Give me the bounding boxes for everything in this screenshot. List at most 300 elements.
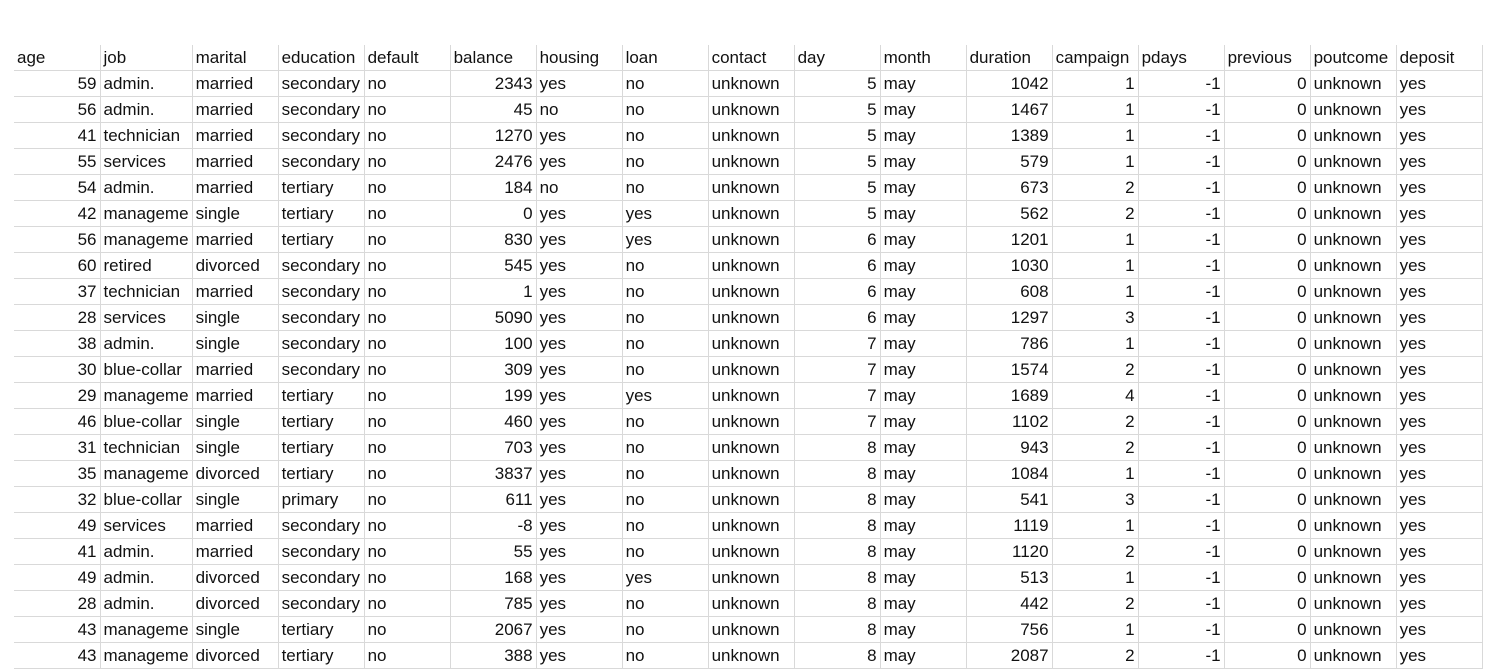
cell-duration[interactable]: 1120	[966, 539, 1052, 565]
cell-contact[interactable]: unknown	[708, 357, 794, 383]
cell-marital[interactable]: single	[192, 617, 278, 643]
cell-pdays[interactable]: -1	[1138, 253, 1224, 279]
cell-loan[interactable]: no	[622, 253, 708, 279]
cell-deposit[interactable]: yes	[1396, 461, 1482, 487]
cell-poutcome[interactable]: unknown	[1310, 97, 1396, 123]
cell-housing[interactable]: no	[536, 97, 622, 123]
cell-job[interactable]: admin.	[100, 71, 192, 97]
cell-day[interactable]: 7	[794, 357, 880, 383]
cell-campaign[interactable]: 2	[1052, 435, 1138, 461]
cell-contact[interactable]: unknown	[708, 123, 794, 149]
cell-job[interactable]: admin.	[100, 565, 192, 591]
cell-duration[interactable]: 786	[966, 331, 1052, 357]
cell-default[interactable]: no	[364, 357, 450, 383]
cell-job[interactable]: services	[100, 149, 192, 175]
cell-age[interactable]: 46	[14, 409, 100, 435]
cell-campaign[interactable]: 2	[1052, 357, 1138, 383]
cell-duration[interactable]: 541	[966, 487, 1052, 513]
cell-previous[interactable]: 0	[1224, 565, 1310, 591]
column-header-campaign[interactable]: campaign	[1052, 45, 1138, 71]
cell-deposit[interactable]: yes	[1396, 149, 1482, 175]
cell-job[interactable]: manageme	[100, 617, 192, 643]
cell-job[interactable]: technician	[100, 279, 192, 305]
cell-deposit[interactable]: yes	[1396, 435, 1482, 461]
cell-housing[interactable]: yes	[536, 305, 622, 331]
cell-loan[interactable]: no	[622, 97, 708, 123]
cell-marital[interactable]: married	[192, 383, 278, 409]
cell-balance[interactable]: -8	[450, 513, 536, 539]
cell-pdays[interactable]: -1	[1138, 123, 1224, 149]
cell-duration[interactable]: 1574	[966, 357, 1052, 383]
cell-loan[interactable]: no	[622, 279, 708, 305]
cell-day[interactable]: 8	[794, 643, 880, 669]
cell-marital[interactable]: single	[192, 435, 278, 461]
cell-deposit[interactable]: yes	[1396, 71, 1482, 97]
cell-campaign[interactable]: 1	[1052, 253, 1138, 279]
cell-age[interactable]: 56	[14, 227, 100, 253]
cell-marital[interactable]: single	[192, 305, 278, 331]
cell-education[interactable]: secondary	[278, 305, 364, 331]
cell-day[interactable]: 5	[794, 123, 880, 149]
cell-day[interactable]: 5	[794, 149, 880, 175]
cell-housing[interactable]: yes	[536, 279, 622, 305]
cell-contact[interactable]: unknown	[708, 435, 794, 461]
cell-campaign[interactable]: 2	[1052, 591, 1138, 617]
cell-month[interactable]: may	[880, 617, 966, 643]
cell-previous[interactable]: 0	[1224, 383, 1310, 409]
cell-campaign[interactable]: 1	[1052, 227, 1138, 253]
column-header-job[interactable]: job	[100, 45, 192, 71]
cell-deposit[interactable]: yes	[1396, 123, 1482, 149]
cell-marital[interactable]: married	[192, 279, 278, 305]
cell-duration[interactable]: 1389	[966, 123, 1052, 149]
cell-default[interactable]: no	[364, 487, 450, 513]
cell-pdays[interactable]: -1	[1138, 435, 1224, 461]
cell-age[interactable]: 55	[14, 149, 100, 175]
cell-poutcome[interactable]: unknown	[1310, 201, 1396, 227]
cell-contact[interactable]: unknown	[708, 643, 794, 669]
cell-loan[interactable]: no	[622, 487, 708, 513]
cell-education[interactable]: tertiary	[278, 643, 364, 669]
cell-deposit[interactable]: yes	[1396, 357, 1482, 383]
cell-age[interactable]: 35	[14, 461, 100, 487]
cell-balance[interactable]: 785	[450, 591, 536, 617]
cell-job[interactable]: manageme	[100, 227, 192, 253]
cell-housing[interactable]: yes	[536, 539, 622, 565]
cell-campaign[interactable]: 2	[1052, 175, 1138, 201]
cell-default[interactable]: no	[364, 253, 450, 279]
cell-default[interactable]: no	[364, 565, 450, 591]
column-header-loan[interactable]: loan	[622, 45, 708, 71]
cell-deposit[interactable]: yes	[1396, 331, 1482, 357]
cell-duration[interactable]: 1689	[966, 383, 1052, 409]
cell-balance[interactable]: 460	[450, 409, 536, 435]
cell-day[interactable]: 7	[794, 409, 880, 435]
cell-deposit[interactable]: yes	[1396, 305, 1482, 331]
cell-balance[interactable]: 199	[450, 383, 536, 409]
cell-education[interactable]: secondary	[278, 123, 364, 149]
cell-previous[interactable]: 0	[1224, 305, 1310, 331]
cell-age[interactable]: 49	[14, 565, 100, 591]
cell-deposit[interactable]: yes	[1396, 487, 1482, 513]
cell-loan[interactable]: yes	[622, 227, 708, 253]
cell-loan[interactable]: no	[622, 305, 708, 331]
cell-deposit[interactable]: yes	[1396, 617, 1482, 643]
cell-age[interactable]: 31	[14, 435, 100, 461]
cell-poutcome[interactable]: unknown	[1310, 71, 1396, 97]
cell-previous[interactable]: 0	[1224, 149, 1310, 175]
cell-pdays[interactable]: -1	[1138, 565, 1224, 591]
cell-day[interactable]: 6	[794, 253, 880, 279]
cell-pdays[interactable]: -1	[1138, 227, 1224, 253]
cell-previous[interactable]: 0	[1224, 539, 1310, 565]
cell-loan[interactable]: no	[622, 617, 708, 643]
cell-loan[interactable]: no	[622, 357, 708, 383]
cell-day[interactable]: 8	[794, 487, 880, 513]
cell-poutcome[interactable]: unknown	[1310, 227, 1396, 253]
cell-day[interactable]: 6	[794, 305, 880, 331]
cell-poutcome[interactable]: unknown	[1310, 435, 1396, 461]
cell-housing[interactable]: yes	[536, 591, 622, 617]
cell-loan[interactable]: no	[622, 643, 708, 669]
cell-deposit[interactable]: yes	[1396, 227, 1482, 253]
cell-balance[interactable]: 2067	[450, 617, 536, 643]
cell-contact[interactable]: unknown	[708, 279, 794, 305]
cell-age[interactable]: 60	[14, 253, 100, 279]
cell-marital[interactable]: divorced	[192, 591, 278, 617]
cell-previous[interactable]: 0	[1224, 513, 1310, 539]
cell-poutcome[interactable]: unknown	[1310, 279, 1396, 305]
cell-age[interactable]: 38	[14, 331, 100, 357]
cell-loan[interactable]: yes	[622, 565, 708, 591]
cell-poutcome[interactable]: unknown	[1310, 409, 1396, 435]
cell-contact[interactable]: unknown	[708, 591, 794, 617]
cell-job[interactable]: technician	[100, 435, 192, 461]
cell-month[interactable]: may	[880, 487, 966, 513]
cell-duration[interactable]: 608	[966, 279, 1052, 305]
cell-day[interactable]: 8	[794, 617, 880, 643]
cell-default[interactable]: no	[364, 513, 450, 539]
cell-pdays[interactable]: -1	[1138, 357, 1224, 383]
cell-duration[interactable]: 2087	[966, 643, 1052, 669]
cell-default[interactable]: no	[364, 383, 450, 409]
cell-duration[interactable]: 562	[966, 201, 1052, 227]
cell-deposit[interactable]: yes	[1396, 513, 1482, 539]
cell-previous[interactable]: 0	[1224, 435, 1310, 461]
cell-campaign[interactable]: 1	[1052, 71, 1138, 97]
cell-job[interactable]: manageme	[100, 643, 192, 669]
cell-contact[interactable]: unknown	[708, 383, 794, 409]
cell-education[interactable]: secondary	[278, 357, 364, 383]
cell-education[interactable]: secondary	[278, 331, 364, 357]
cell-job[interactable]: blue-collar	[100, 487, 192, 513]
cell-month[interactable]: may	[880, 201, 966, 227]
cell-poutcome[interactable]: unknown	[1310, 383, 1396, 409]
cell-housing[interactable]: yes	[536, 487, 622, 513]
cell-job[interactable]: services	[100, 305, 192, 331]
cell-campaign[interactable]: 1	[1052, 149, 1138, 175]
cell-month[interactable]: may	[880, 409, 966, 435]
cell-job[interactable]: admin.	[100, 591, 192, 617]
cell-age[interactable]: 28	[14, 591, 100, 617]
cell-balance[interactable]: 1270	[450, 123, 536, 149]
cell-marital[interactable]: married	[192, 175, 278, 201]
cell-balance[interactable]: 830	[450, 227, 536, 253]
cell-contact[interactable]: unknown	[708, 175, 794, 201]
cell-marital[interactable]: single	[192, 409, 278, 435]
cell-campaign[interactable]: 2	[1052, 643, 1138, 669]
cell-age[interactable]: 32	[14, 487, 100, 513]
cell-previous[interactable]: 0	[1224, 409, 1310, 435]
cell-duration[interactable]: 1297	[966, 305, 1052, 331]
cell-contact[interactable]: unknown	[708, 539, 794, 565]
cell-job[interactable]: services	[100, 513, 192, 539]
cell-balance[interactable]: 388	[450, 643, 536, 669]
cell-marital[interactable]: divorced	[192, 643, 278, 669]
cell-month[interactable]: may	[880, 513, 966, 539]
cell-balance[interactable]: 545	[450, 253, 536, 279]
cell-balance[interactable]: 100	[450, 331, 536, 357]
cell-month[interactable]: may	[880, 279, 966, 305]
cell-age[interactable]: 42	[14, 201, 100, 227]
cell-previous[interactable]: 0	[1224, 123, 1310, 149]
cell-pdays[interactable]: -1	[1138, 71, 1224, 97]
cell-age[interactable]: 59	[14, 71, 100, 97]
cell-default[interactable]: no	[364, 149, 450, 175]
cell-age[interactable]: 43	[14, 643, 100, 669]
cell-previous[interactable]: 0	[1224, 227, 1310, 253]
cell-poutcome[interactable]: unknown	[1310, 461, 1396, 487]
cell-poutcome[interactable]: unknown	[1310, 175, 1396, 201]
cell-pdays[interactable]: -1	[1138, 279, 1224, 305]
cell-poutcome[interactable]: unknown	[1310, 149, 1396, 175]
cell-housing[interactable]: yes	[536, 253, 622, 279]
cell-job[interactable]: admin.	[100, 97, 192, 123]
cell-loan[interactable]: no	[622, 461, 708, 487]
cell-marital[interactable]: single	[192, 487, 278, 513]
cell-education[interactable]: tertiary	[278, 409, 364, 435]
cell-previous[interactable]: 0	[1224, 201, 1310, 227]
cell-balance[interactable]: 2476	[450, 149, 536, 175]
cell-month[interactable]: may	[880, 149, 966, 175]
cell-month[interactable]: may	[880, 71, 966, 97]
cell-duration[interactable]: 1084	[966, 461, 1052, 487]
cell-contact[interactable]: unknown	[708, 461, 794, 487]
column-header-month[interactable]: month	[880, 45, 966, 71]
cell-job[interactable]: admin.	[100, 175, 192, 201]
cell-default[interactable]: no	[364, 435, 450, 461]
cell-age[interactable]: 49	[14, 513, 100, 539]
cell-marital[interactable]: married	[192, 513, 278, 539]
cell-education[interactable]: tertiary	[278, 435, 364, 461]
cell-contact[interactable]: unknown	[708, 253, 794, 279]
cell-marital[interactable]: divorced	[192, 253, 278, 279]
cell-deposit[interactable]: yes	[1396, 279, 1482, 305]
cell-contact[interactable]: unknown	[708, 513, 794, 539]
cell-housing[interactable]: yes	[536, 383, 622, 409]
column-header-day[interactable]: day	[794, 45, 880, 71]
cell-previous[interactable]: 0	[1224, 591, 1310, 617]
cell-pdays[interactable]: -1	[1138, 201, 1224, 227]
cell-duration[interactable]: 1030	[966, 253, 1052, 279]
cell-pdays[interactable]: -1	[1138, 331, 1224, 357]
cell-default[interactable]: no	[364, 175, 450, 201]
cell-month[interactable]: may	[880, 97, 966, 123]
column-header-housing[interactable]: housing	[536, 45, 622, 71]
cell-previous[interactable]: 0	[1224, 357, 1310, 383]
cell-housing[interactable]: no	[536, 175, 622, 201]
cell-marital[interactable]: married	[192, 357, 278, 383]
cell-age[interactable]: 28	[14, 305, 100, 331]
cell-deposit[interactable]: yes	[1396, 591, 1482, 617]
cell-duration[interactable]: 1467	[966, 97, 1052, 123]
cell-education[interactable]: secondary	[278, 149, 364, 175]
column-header-default[interactable]: default	[364, 45, 450, 71]
cell-education[interactable]: tertiary	[278, 383, 364, 409]
cell-contact[interactable]: unknown	[708, 149, 794, 175]
cell-loan[interactable]: no	[622, 409, 708, 435]
cell-day[interactable]: 5	[794, 201, 880, 227]
cell-contact[interactable]: unknown	[708, 331, 794, 357]
cell-education[interactable]: tertiary	[278, 617, 364, 643]
cell-education[interactable]: tertiary	[278, 461, 364, 487]
cell-job[interactable]: retired	[100, 253, 192, 279]
cell-default[interactable]: no	[364, 461, 450, 487]
cell-pdays[interactable]: -1	[1138, 487, 1224, 513]
cell-month[interactable]: may	[880, 383, 966, 409]
cell-default[interactable]: no	[364, 539, 450, 565]
cell-education[interactable]: tertiary	[278, 227, 364, 253]
cell-default[interactable]: no	[364, 201, 450, 227]
column-header-education[interactable]: education	[278, 45, 364, 71]
cell-loan[interactable]: no	[622, 71, 708, 97]
cell-job[interactable]: technician	[100, 123, 192, 149]
cell-education[interactable]: secondary	[278, 253, 364, 279]
cell-deposit[interactable]: yes	[1396, 539, 1482, 565]
cell-duration[interactable]: 1119	[966, 513, 1052, 539]
cell-duration[interactable]: 756	[966, 617, 1052, 643]
cell-day[interactable]: 8	[794, 435, 880, 461]
cell-month[interactable]: may	[880, 591, 966, 617]
cell-housing[interactable]: yes	[536, 513, 622, 539]
cell-previous[interactable]: 0	[1224, 331, 1310, 357]
cell-balance[interactable]: 309	[450, 357, 536, 383]
cell-education[interactable]: secondary	[278, 591, 364, 617]
cell-default[interactable]: no	[364, 331, 450, 357]
cell-previous[interactable]: 0	[1224, 71, 1310, 97]
cell-loan[interactable]: no	[622, 435, 708, 461]
cell-day[interactable]: 8	[794, 591, 880, 617]
cell-campaign[interactable]: 2	[1052, 539, 1138, 565]
cell-pdays[interactable]: -1	[1138, 383, 1224, 409]
cell-deposit[interactable]: yes	[1396, 201, 1482, 227]
cell-default[interactable]: no	[364, 97, 450, 123]
cell-day[interactable]: 8	[794, 539, 880, 565]
cell-job[interactable]: manageme	[100, 201, 192, 227]
cell-duration[interactable]: 513	[966, 565, 1052, 591]
cell-education[interactable]: tertiary	[278, 201, 364, 227]
cell-campaign[interactable]: 3	[1052, 305, 1138, 331]
cell-marital[interactable]: married	[192, 97, 278, 123]
cell-contact[interactable]: unknown	[708, 97, 794, 123]
cell-poutcome[interactable]: unknown	[1310, 487, 1396, 513]
cell-balance[interactable]: 1	[450, 279, 536, 305]
cell-housing[interactable]: yes	[536, 357, 622, 383]
cell-previous[interactable]: 0	[1224, 461, 1310, 487]
cell-pdays[interactable]: -1	[1138, 643, 1224, 669]
cell-campaign[interactable]: 3	[1052, 487, 1138, 513]
cell-balance[interactable]: 184	[450, 175, 536, 201]
cell-duration[interactable]: 1102	[966, 409, 1052, 435]
cell-job[interactable]: admin.	[100, 331, 192, 357]
cell-marital[interactable]: married	[192, 227, 278, 253]
cell-deposit[interactable]: yes	[1396, 643, 1482, 669]
cell-month[interactable]: may	[880, 331, 966, 357]
cell-previous[interactable]: 0	[1224, 175, 1310, 201]
cell-poutcome[interactable]: unknown	[1310, 513, 1396, 539]
cell-housing[interactable]: yes	[536, 201, 622, 227]
cell-loan[interactable]: no	[622, 539, 708, 565]
cell-deposit[interactable]: yes	[1396, 565, 1482, 591]
cell-previous[interactable]: 0	[1224, 97, 1310, 123]
cell-previous[interactable]: 0	[1224, 487, 1310, 513]
cell-deposit[interactable]: yes	[1396, 409, 1482, 435]
cell-pdays[interactable]: -1	[1138, 513, 1224, 539]
column-header-duration[interactable]: duration	[966, 45, 1052, 71]
cell-balance[interactable]: 45	[450, 97, 536, 123]
cell-campaign[interactable]: 1	[1052, 461, 1138, 487]
cell-contact[interactable]: unknown	[708, 487, 794, 513]
cell-balance[interactable]: 611	[450, 487, 536, 513]
cell-marital[interactable]: married	[192, 539, 278, 565]
cell-housing[interactable]: yes	[536, 123, 622, 149]
cell-education[interactable]: secondary	[278, 279, 364, 305]
cell-age[interactable]: 41	[14, 123, 100, 149]
cell-education[interactable]: primary	[278, 487, 364, 513]
cell-day[interactable]: 8	[794, 565, 880, 591]
cell-poutcome[interactable]: unknown	[1310, 357, 1396, 383]
cell-default[interactable]: no	[364, 279, 450, 305]
cell-month[interactable]: may	[880, 175, 966, 201]
cell-default[interactable]: no	[364, 643, 450, 669]
cell-balance[interactable]: 0	[450, 201, 536, 227]
cell-job[interactable]: admin.	[100, 539, 192, 565]
cell-age[interactable]: 54	[14, 175, 100, 201]
cell-housing[interactable]: yes	[536, 565, 622, 591]
cell-pdays[interactable]: -1	[1138, 149, 1224, 175]
cell-duration[interactable]: 673	[966, 175, 1052, 201]
cell-balance[interactable]: 703	[450, 435, 536, 461]
cell-poutcome[interactable]: unknown	[1310, 253, 1396, 279]
cell-month[interactable]: may	[880, 461, 966, 487]
cell-age[interactable]: 43	[14, 617, 100, 643]
cell-month[interactable]: may	[880, 227, 966, 253]
cell-balance[interactable]: 5090	[450, 305, 536, 331]
cell-day[interactable]: 5	[794, 97, 880, 123]
cell-default[interactable]: no	[364, 409, 450, 435]
cell-education[interactable]: secondary	[278, 539, 364, 565]
cell-education[interactable]: tertiary	[278, 175, 364, 201]
cell-day[interactable]: 7	[794, 383, 880, 409]
cell-age[interactable]: 37	[14, 279, 100, 305]
cell-poutcome[interactable]: unknown	[1310, 565, 1396, 591]
cell-education[interactable]: secondary	[278, 565, 364, 591]
cell-contact[interactable]: unknown	[708, 565, 794, 591]
cell-default[interactable]: no	[364, 617, 450, 643]
cell-marital[interactable]: single	[192, 201, 278, 227]
cell-balance[interactable]: 55	[450, 539, 536, 565]
cell-campaign[interactable]: 1	[1052, 617, 1138, 643]
